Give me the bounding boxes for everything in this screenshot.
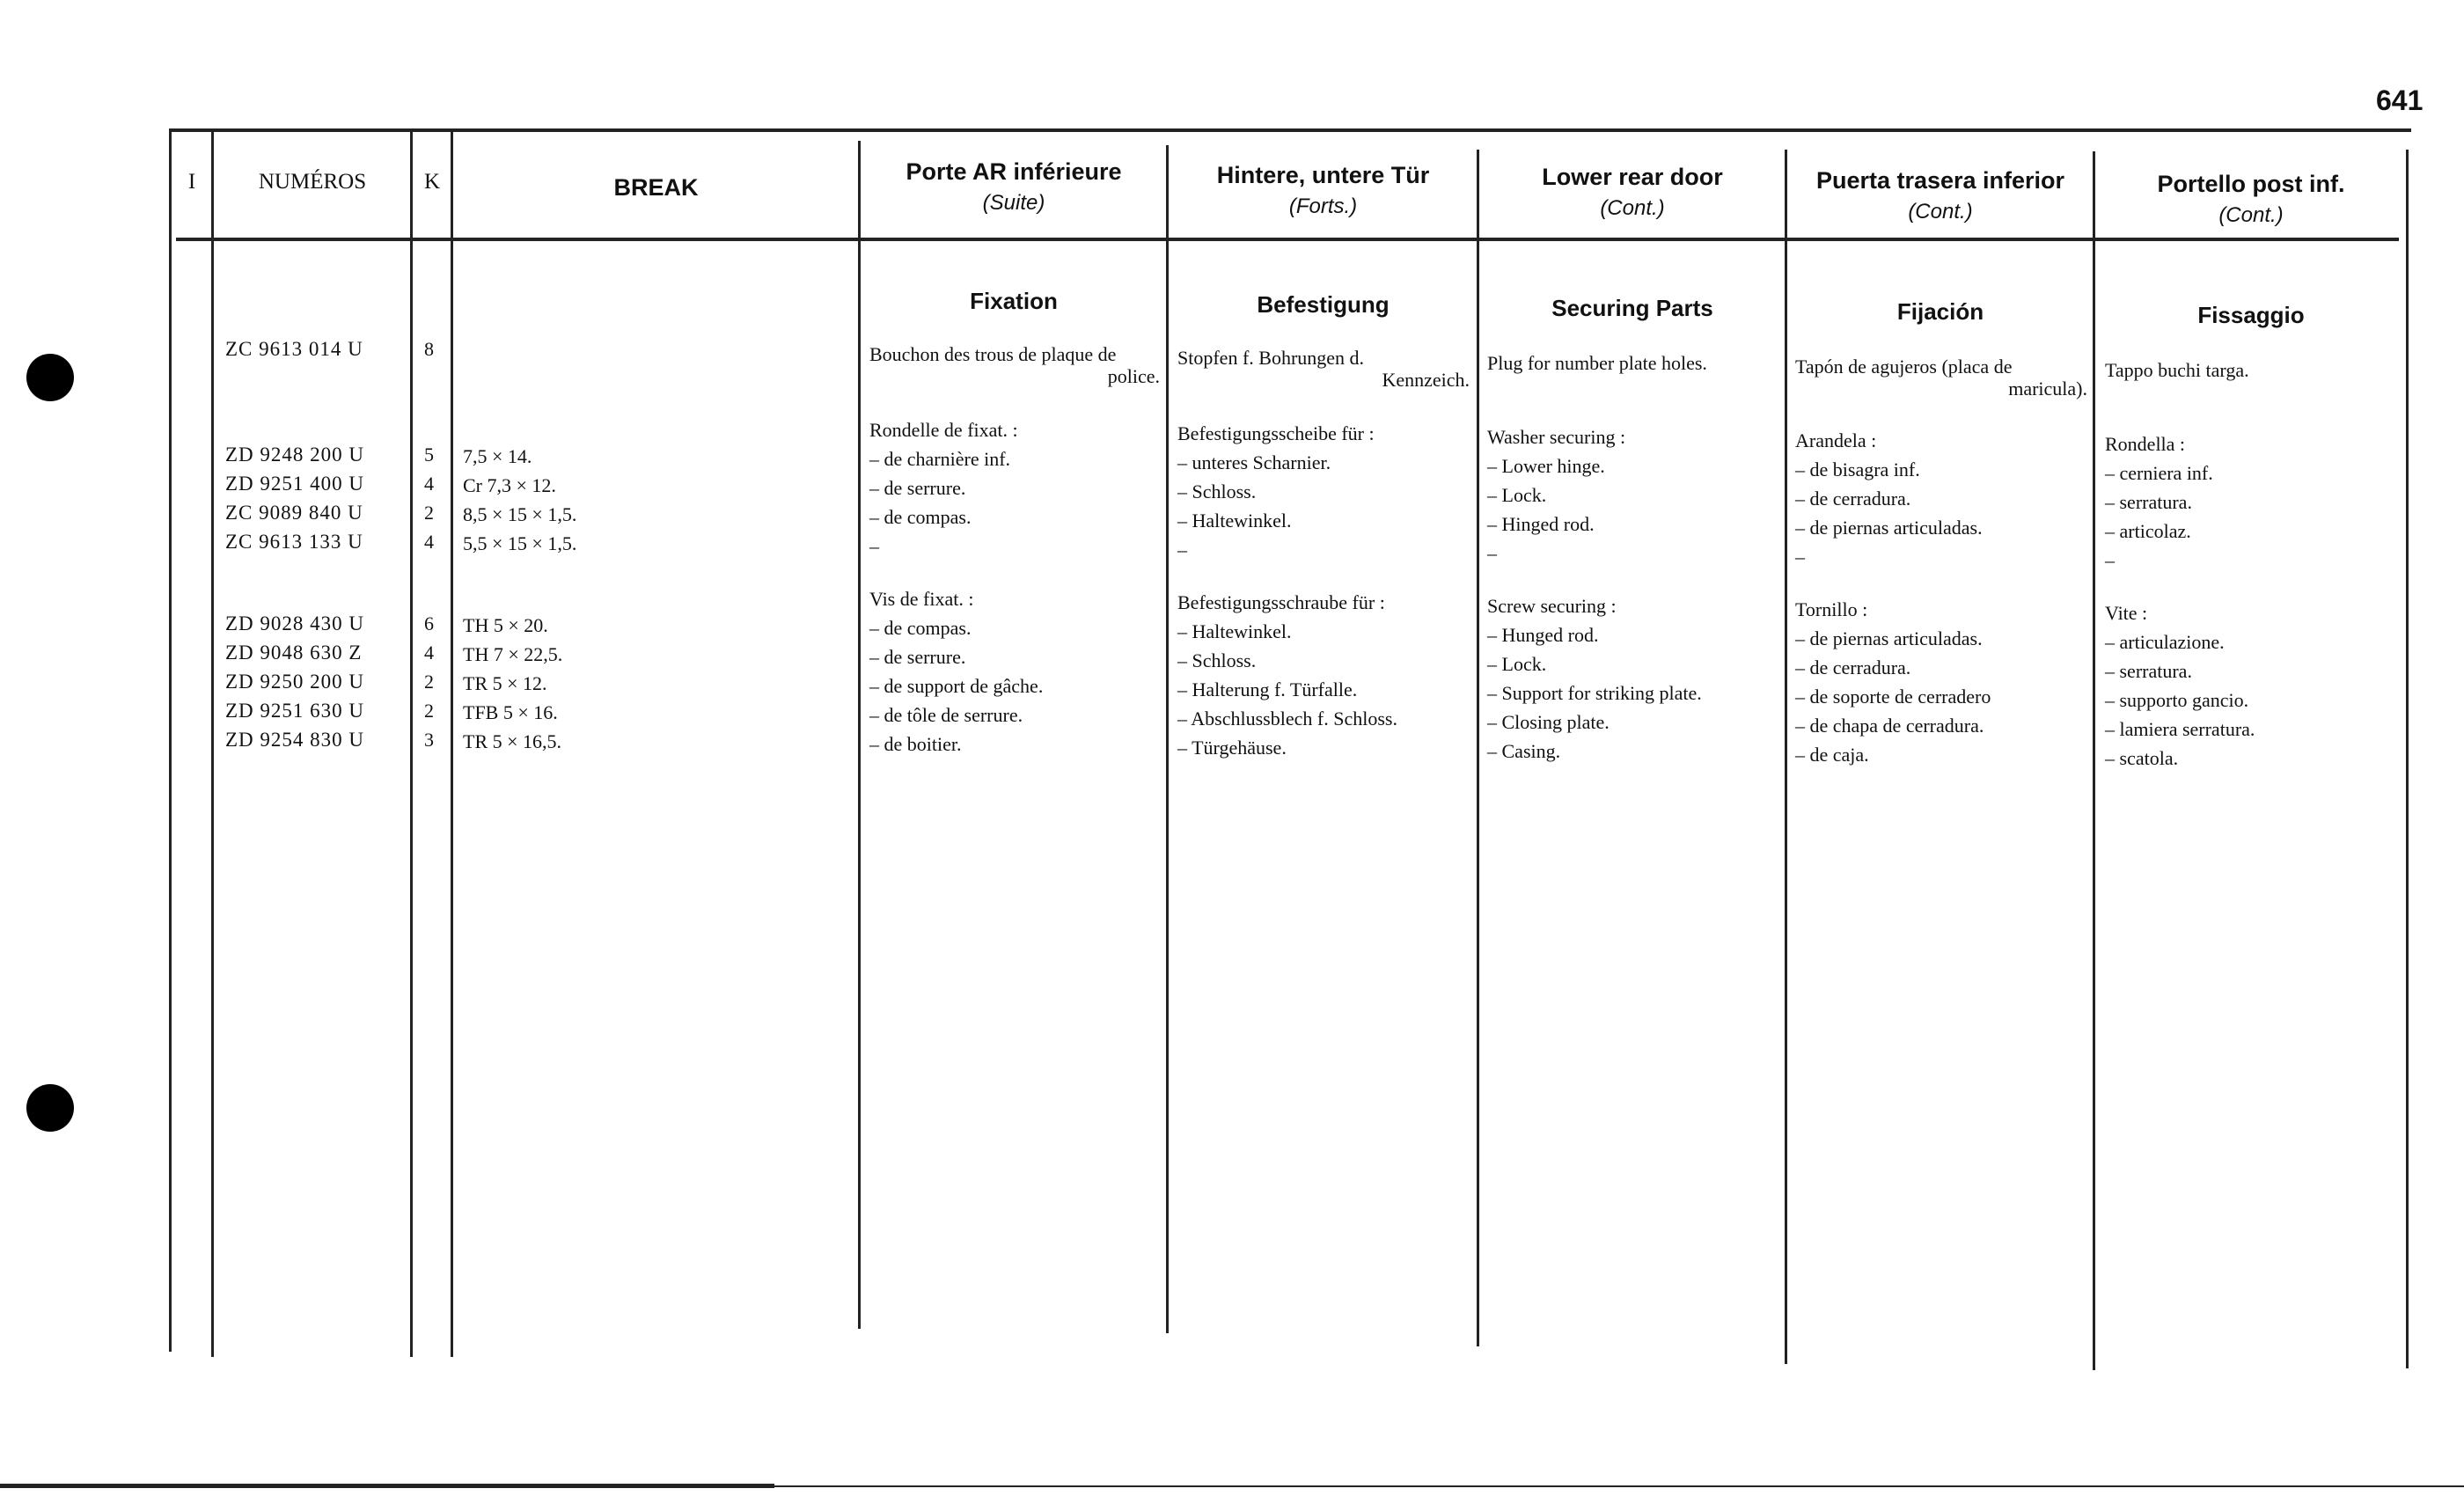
desc-line: – de compas. — [869, 617, 972, 639]
desc-line: – de piernas articuladas. — [1795, 517, 1983, 539]
desc-line: – de caja. — [1795, 744, 1869, 766]
desc-line: – Closing plate. — [1487, 711, 1610, 733]
part-row — [225, 334, 363, 363]
part-spec: TH 5 × 20. — [463, 614, 548, 636]
desc-line: – de charnière inf. — [869, 448, 1011, 470]
desc-line: Rondella : — [2105, 433, 2186, 455]
desc-de-washer — [1177, 419, 1375, 564]
desc-line: – de piernas articuladas. — [1795, 627, 1983, 649]
desc-line: – Haltewinkel. — [1177, 510, 1292, 532]
desc-es-screw — [1795, 595, 1991, 769]
desc-line: – de bisagra inf. — [1795, 458, 1920, 480]
binder-hole-bottom — [26, 1084, 74, 1132]
desc-line: – serratura. — [2105, 660, 2192, 682]
part-number: ZD 9028 430 U — [225, 612, 365, 634]
header-de-title: Hintere, untere Tür — [1216, 162, 1430, 188]
desc-it-washer — [2105, 429, 2213, 575]
header-en — [1480, 164, 1785, 221]
column-divider — [1785, 150, 1787, 1364]
desc-line: – de cerradura. — [1795, 488, 1911, 510]
part-qty: 2 — [424, 502, 434, 524]
desc-line: Vis de fixat. : — [869, 588, 974, 610]
header-top-rule — [169, 128, 2411, 132]
desc-line: – — [869, 535, 879, 557]
desc-line: – de serrure. — [869, 477, 966, 499]
bottom-rule-left — [0, 1484, 774, 1488]
part-spec: 8,5 × 15 × 1,5. — [463, 503, 577, 525]
part-number: ZC 9613 014 U — [225, 338, 363, 360]
part-number: ZC 9613 133 U — [225, 531, 363, 553]
part-spec: 5,5 × 15 × 1,5. — [463, 532, 577, 554]
column-divider — [211, 128, 214, 1357]
table-left-border — [169, 128, 172, 1352]
desc-line: Rondelle de fixat. : — [869, 419, 1018, 441]
desc-line: – Halterung f. Türfalle. — [1177, 678, 1358, 700]
desc-de-plug — [1177, 343, 1470, 394]
desc-fr-washer — [869, 415, 1018, 561]
desc-fr-plug — [869, 340, 1160, 391]
section-title-fr: Fixation — [970, 288, 1058, 314]
desc-line: – articulazione. — [2105, 631, 2225, 653]
section-title-de: Befestigung — [1257, 291, 1390, 318]
desc-line: – — [1795, 546, 1805, 568]
part-number: ZD 9251 400 U — [225, 473, 365, 495]
desc-line: – Schloss. — [1177, 480, 1257, 502]
header-bottom-rule — [176, 238, 2399, 241]
binder-hole-top — [26, 354, 74, 401]
desc-line: – de tôle de serrure. — [869, 704, 1023, 726]
desc-es-washer — [1795, 426, 1983, 571]
header-model — [454, 174, 858, 202]
desc-fr-plug-line2: police. — [1107, 365, 1160, 387]
desc-line: – Lower hinge. — [1487, 455, 1605, 477]
desc-line: – unteres Scharnier. — [1177, 451, 1331, 473]
desc-line: – de compas. — [869, 506, 972, 528]
part-qty: 6 — [424, 612, 434, 634]
desc-it-plug: Tappo buchi targa. — [2105, 359, 2249, 381]
part-qty: 5 — [424, 444, 434, 466]
part-qty: 4 — [424, 531, 434, 553]
header-es-sub: (Cont.) — [1908, 200, 1973, 224]
desc-de-screw — [1177, 588, 1397, 762]
part-spec: TFB 5 × 16. — [463, 701, 558, 723]
part-qty: 8 — [424, 338, 434, 360]
header-fr — [862, 158, 1166, 216]
part-number: ZD 9048 630 Z — [225, 642, 363, 664]
header-fr-title: Porte AR inférieure — [906, 158, 1122, 185]
bottom-rule-right — [774, 1485, 2464, 1487]
part-number: ZD 9248 200 U — [225, 444, 365, 466]
header-it-title: Portello post inf. — [2157, 171, 2345, 197]
header-qty: K — [423, 170, 441, 194]
desc-line: Befestigungsscheibe für : — [1177, 422, 1375, 444]
desc-line: – de chapa de cerradura. — [1795, 715, 1984, 737]
desc-line: – articolaz. — [2105, 520, 2191, 542]
desc-line: – Casing. — [1487, 740, 1561, 762]
part-number: ZD 9254 830 U — [225, 729, 365, 751]
table-right-border — [2406, 150, 2409, 1368]
section-title-en: Securing Parts — [1551, 295, 1713, 321]
desc-line: – — [1177, 539, 1187, 561]
desc-line: – cerniera inf. — [2105, 462, 2213, 484]
desc-en-plug: Plug for number plate holes. — [1487, 352, 1707, 374]
desc-line: – Hunged rod. — [1487, 624, 1599, 646]
desc-line: – de boitier. — [869, 733, 962, 755]
header-en-sub: (Cont.) — [1600, 196, 1665, 220]
desc-line: – supporto gancio. — [2105, 689, 2249, 711]
desc-line: Washer securing : — [1487, 426, 1626, 448]
desc-line: – de cerradura. — [1795, 656, 1911, 678]
column-divider — [858, 141, 861, 1329]
desc-de-plug-line1: Stopfen f. Bohrungen d. — [1177, 347, 1365, 369]
part-number: ZC 9089 840 U — [225, 502, 363, 524]
section-title-es: Fijación — [1896, 298, 1984, 325]
desc-line: – Abschlussblech f. Schloss. — [1177, 708, 1397, 730]
part-number: ZD 9251 630 U — [225, 700, 365, 722]
header-model-label: BREAK — [613, 174, 699, 201]
desc-line: – Lock. — [1487, 484, 1547, 506]
desc-line: – lamiera serratura. — [2105, 718, 2255, 740]
section-title-it: Fissaggio — [2197, 302, 2305, 328]
desc-line: – Haltewinkel. — [1177, 620, 1292, 642]
desc-line: – scatola. — [2105, 747, 2179, 769]
column-divider — [1477, 150, 1479, 1346]
column-divider — [1166, 145, 1169, 1333]
header-numbers: NUMÉROS — [258, 170, 367, 194]
desc-line: – Support for striking plate. — [1487, 682, 1702, 704]
header-fr-sub: (Suite) — [982, 191, 1045, 215]
header-de-sub: (Forts.) — [1288, 194, 1358, 218]
desc-line: Tornillo : — [1795, 598, 1868, 620]
header-es — [1788, 167, 2093, 224]
desc-line: – Hinged rod. — [1487, 513, 1595, 535]
desc-line: Befestigungsschraube für : — [1177, 591, 1385, 613]
part-spec: TR 5 × 16,5. — [463, 730, 562, 752]
column-divider — [451, 128, 453, 1357]
desc-fr-screw — [869, 584, 1043, 759]
desc-en-screw — [1487, 591, 1702, 766]
page-number: 641 — [2376, 84, 2424, 116]
part-qty: 2 — [424, 671, 434, 693]
header-index: I — [187, 170, 196, 194]
header-it-sub: (Cont.) — [2218, 203, 2284, 227]
desc-es-plug-line1: Tapón de agujeros (placa de — [1795, 356, 2013, 378]
part-spec: TH 7 × 22,5. — [463, 643, 563, 665]
column-divider — [2093, 151, 2095, 1370]
part-spec: 7,5 × 14. — [463, 445, 532, 467]
desc-line: – — [2105, 549, 2115, 571]
part-qty: 4 — [424, 642, 434, 664]
desc-de-plug-line2: Kennzeich. — [1382, 369, 1470, 391]
desc-line: – Türgehäuse. — [1177, 737, 1287, 759]
desc-line: – serratura. — [2105, 491, 2192, 513]
desc-line: – de support de gâche. — [869, 675, 1044, 697]
header-it — [2096, 171, 2406, 228]
desc-line: Arandela : — [1795, 429, 1877, 451]
part-spec: TR 5 × 12. — [463, 672, 547, 694]
desc-line: – Schloss. — [1177, 649, 1257, 671]
desc-es-plug-line2: maricula). — [2008, 378, 2087, 400]
desc-line: Screw securing : — [1487, 595, 1617, 617]
part-qty: 4 — [424, 473, 434, 495]
desc-es-plug — [1795, 352, 2087, 403]
desc-line: – de soporte de cerradero — [1795, 686, 1991, 708]
header-en-title: Lower rear door — [1542, 164, 1723, 190]
desc-line: – — [1487, 542, 1497, 564]
desc-it-screw — [2105, 598, 2255, 773]
part-spec: Cr 7,3 × 12. — [463, 474, 556, 496]
desc-fr-plug-line1: Bouchon des trous de plaque de — [869, 343, 1117, 365]
desc-en-washer — [1487, 422, 1625, 568]
part-qty: 3 — [424, 729, 434, 751]
desc-line: – de serrure. — [869, 646, 966, 668]
desc-line: – Lock. — [1487, 653, 1547, 675]
header-es-title: Puerta trasera inferior — [1815, 167, 2065, 194]
part-qty: 2 — [424, 700, 434, 722]
part-number: ZD 9250 200 U — [225, 671, 365, 693]
header-de — [1170, 162, 1477, 219]
desc-line: Vite : — [2105, 602, 2148, 624]
column-divider — [410, 128, 413, 1357]
